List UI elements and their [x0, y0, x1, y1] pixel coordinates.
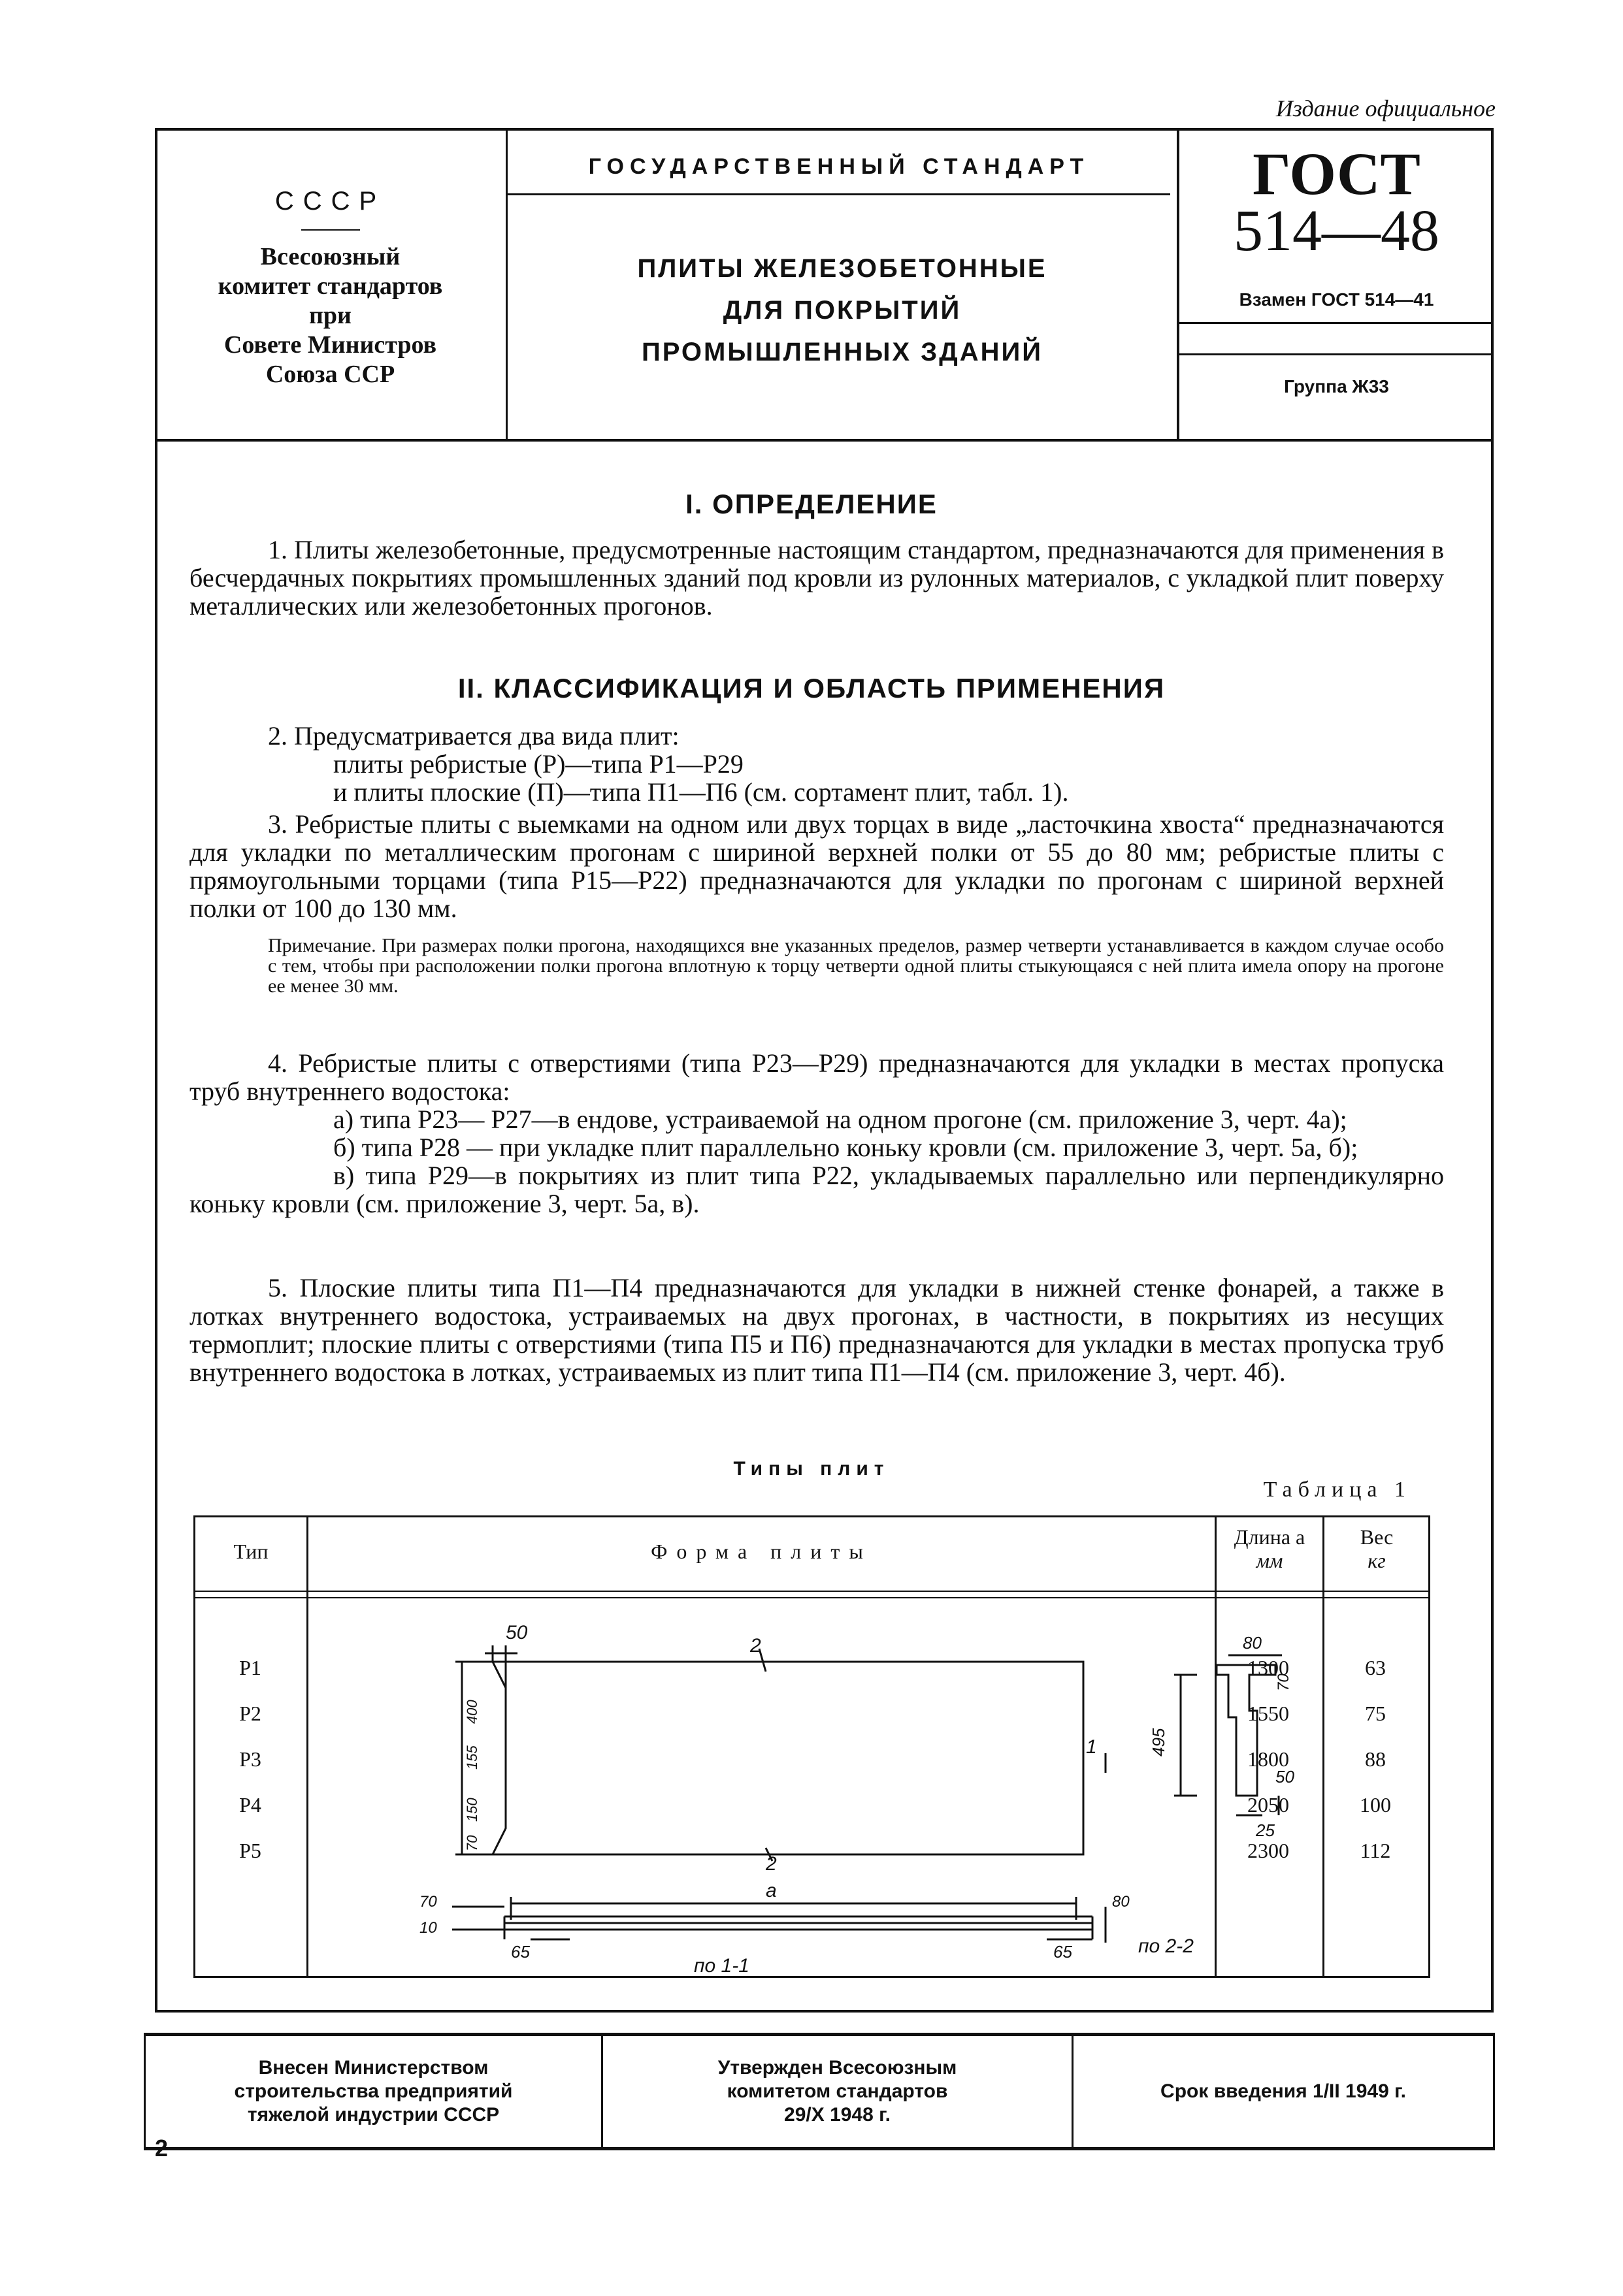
weight-cell: 88	[1365, 1747, 1386, 1771]
weight-cell: 100	[1360, 1793, 1391, 1817]
length-cell: 1800	[1247, 1747, 1289, 1771]
table-row: Р3	[239, 1747, 261, 1771]
dim-10: 10	[419, 1919, 437, 1937]
page-number: 2	[155, 2135, 169, 2161]
header-type: Тип	[233, 1540, 269, 1563]
header-shape: Форма плиты	[651, 1540, 872, 1563]
paragraph-4-items: а) типа Р23— Р27—в ендове, устраиваемой на одном прогоне (см. приложение 3, черт. 4а); б) типа Р28 — при укладке плит параллельно коньку кровли (см. приложение 3, черт. 5а, б); в) типа Р29—в покрытиях из плит типа Р22, укладываемых параллельно или перпендикулярно коньку кровли (см. приложение 3, черт. 5а, в).	[189, 1105, 1444, 1218]
paragraph-2: 2. Предусматривается два вида плит: плиты ребристые (Р)—типа Р1—Р29 и плиты плоские (П)—типа П1—П6 (см. сортамент плит, табл. 1).	[268, 721, 1069, 807]
effective-date: Срок введения 1/II 1949 г.	[1160, 2080, 1406, 2102]
table-row: Р4	[239, 1793, 261, 1817]
divider	[301, 229, 360, 231]
issuer-column	[155, 128, 508, 442]
approved-by: Утвержден Всесоюзным комитетом стандартов 29/X 1948 г.	[603, 2036, 1074, 2147]
table-row: Р5	[239, 1839, 261, 1862]
dim-80: 80	[1243, 1633, 1262, 1653]
dim-70d: 70	[464, 1835, 480, 1851]
section-label-1-1: по 1-1	[694, 1955, 749, 1977]
table-header-rule	[195, 1597, 1428, 1598]
dim-25: 25	[1256, 1820, 1275, 1840]
section-mark-2: 2	[750, 1635, 761, 1657]
header-weight: Вес кг	[1360, 1525, 1394, 1572]
paragraph-5: 5. Плоские плиты типа П1—П4 предназначаются для укладки в нижней стенке фонарей, а также в лотках внутреннего водостока, устраиваемых на двух прогонах, в частности, в покрытиях из несущих термоплит; плоские плиты с отверстиями (типа П5 и П6) предназначаются для укладки в местах пропуска труб внутреннего водостока в лотках, устраиваемых из плит типа П1—П4 (см. приложение 3, черт. 4б).	[189, 1273, 1444, 1387]
gost-designation: ГОСТ 514—48	[1179, 128, 1494, 324]
dim-65: 65	[511, 1942, 530, 1962]
dim-65b: 65	[1053, 1942, 1072, 1962]
dim-70: 70	[419, 1893, 437, 1911]
footer-block	[144, 2033, 1495, 2150]
note: Примечание. При размерах полки прогона, находящихся вне указанных пределов, размер четверти устанавливается в каждом случае особо с тем, чтобы при расположении полки прогона вплотную к торцу четверти одной плиты стыкующаяся с ней плита имела опору на прогоне ее менее 30 мм.	[268, 935, 1444, 997]
country-label: СССР	[274, 187, 386, 216]
length-cell: 1550	[1247, 1702, 1289, 1725]
table-header-rule	[195, 1591, 1428, 1592]
table-divider	[1322, 1517, 1324, 1976]
dim-50b: 50	[1275, 1767, 1294, 1787]
length-cell: 1300	[1247, 1656, 1289, 1679]
document-title: ПЛИТЫ ЖЕЛЕЗОБЕТОННЫЕ ДЛЯ ПОКРЫТИЙ ПРОМЫШЛЕННЫХ ЗДАНИЙ	[637, 254, 1047, 366]
dim-80b: 80	[1112, 1893, 1130, 1911]
weight-cell: 112	[1360, 1839, 1391, 1862]
section-2-title: II. КЛАССИФИКАЦИЯ И ОБЛАСТЬ ПРИМЕНЕНИЯ	[457, 673, 1166, 703]
paragraph-3: 3. Ребристые плиты с выемками на одном или двух торцах в виде „ласточкина хвоста“ предназначаются для укладки по металлическим прогонам с шириной верхней полки от 55 до 80 мм; ребристые плиты с прямоугольными торцами (типа Р15—Р22) предназначаются для укладки по прогонам с шириной верхней полки от 100 до 130 мм.	[189, 809, 1444, 923]
paragraph-4: 4. Ребристые плиты с отверстиями (типа Р23—Р29) предназначаются для укладки в местах пропуска труб внутреннего водостока:	[189, 1048, 1444, 1106]
section-label-2-2: по 2-2	[1138, 1935, 1194, 1957]
table-row: Р1	[239, 1656, 261, 1679]
gost-column	[1179, 128, 1494, 442]
dim-150: 150	[464, 1798, 480, 1822]
table-row: Р2	[239, 1702, 261, 1725]
dim-50: 50	[506, 1622, 528, 1643]
length-cell: 2300	[1247, 1839, 1289, 1862]
section-1-title: I. ОПРЕДЕЛЕНИЕ	[685, 489, 938, 519]
section-mark-1: 1	[1086, 1736, 1097, 1758]
paragraph-1: 1. Плиты железобетонные, предусмотренные настоящим стандартом, предназначаются для применения в бесчердачных покрытиях промышленных зданий под кровли из рулонных материалов, с укладкой плит поверху металлических или железобетонных прогонов.	[189, 535, 1444, 621]
length-cell: 2050	[1247, 1793, 1289, 1817]
section-2-2-outline	[1217, 1665, 1275, 1796]
table-caption: Типы плит	[733, 1458, 890, 1479]
group-label: Группа Ж33	[1284, 376, 1389, 396]
section-mark-2-bottom: 2	[766, 1853, 777, 1875]
dim-a: a	[766, 1880, 777, 1901]
weight-cell: 75	[1365, 1702, 1386, 1725]
issuer-org: Всесоюзный комитет стандартов при Совете Министров Союза ССР	[218, 243, 443, 388]
plate-plan-outline	[493, 1662, 1083, 1854]
edition-note: Издание официальное	[1275, 95, 1496, 121]
plate-types-table	[193, 1515, 1430, 1978]
dim-400: 400	[464, 1700, 480, 1724]
replaces-label: Взамен ГОСТ 514—41	[1179, 246, 1494, 355]
dim-495: 495	[1149, 1728, 1168, 1756]
standard-type: ГОСУДАРСТВЕННЫЙ СТАНДАРТ	[508, 128, 1170, 195]
dim-155: 155	[464, 1745, 480, 1770]
table-number: Таблица 1	[1263, 1478, 1411, 1502]
header-length: Длина a мм	[1234, 1525, 1305, 1572]
dim-70c: 70	[1275, 1673, 1292, 1691]
introduced-by: Внесен Министерством строительства предприятий тяжелой индустрии СССР	[146, 2036, 603, 2147]
weight-cell: 63	[1365, 1656, 1386, 1679]
table-divider	[1215, 1517, 1217, 1976]
title-column	[508, 128, 1179, 442]
